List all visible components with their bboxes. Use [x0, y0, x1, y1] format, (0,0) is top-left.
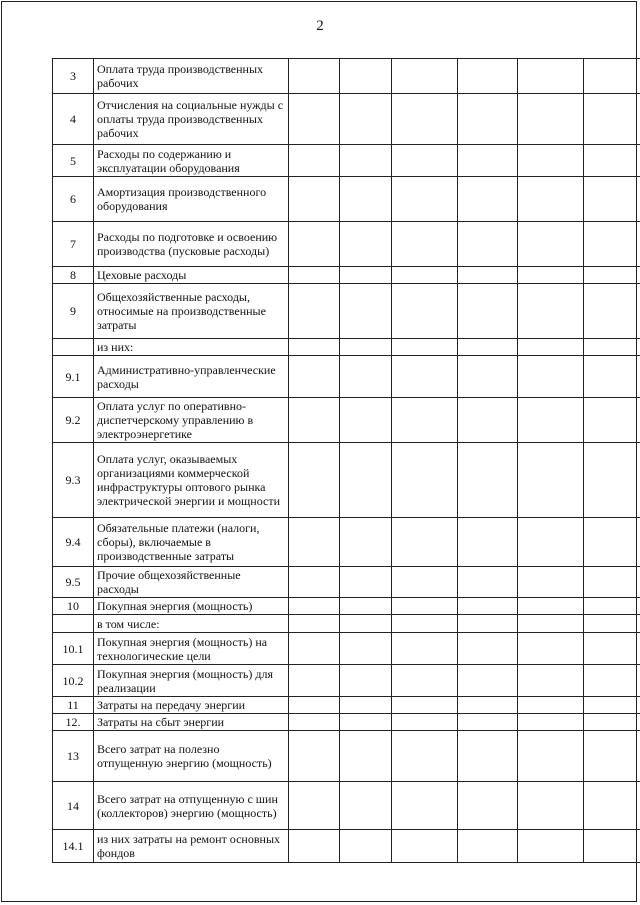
value-cell-empty: [289, 356, 340, 398]
row-number-cell: 7: [53, 222, 94, 267]
value-cell-empty: [392, 59, 458, 94]
value-cell-empty: [458, 615, 518, 633]
value-cell-empty: [584, 398, 640, 443]
table-row: [53, 567, 640, 598]
value-cell-empty: [392, 177, 458, 222]
value-cell-empty: [518, 59, 584, 94]
value-cell-empty: [458, 443, 518, 518]
value-cell-empty: [392, 94, 458, 145]
value-cell-empty: [458, 177, 518, 222]
value-cell-empty: [518, 633, 584, 665]
value-cell-empty: [458, 518, 518, 567]
value-cell-empty: [518, 145, 584, 177]
value-cell-empty: [518, 731, 584, 782]
table-row: [53, 398, 640, 443]
row-name-cell: Расходы по подготовке и освоению производства (пусковые расходы): [94, 222, 289, 267]
value-cell-empty: [458, 697, 518, 714]
row-number-cell: 9.3: [53, 443, 94, 518]
value-cell-empty: [584, 339, 640, 356]
value-cell-empty: [340, 443, 392, 518]
value-cell-empty: [289, 94, 340, 145]
value-cell-empty: [458, 731, 518, 782]
value-cell-empty: [289, 782, 340, 830]
value-cell-empty: [392, 830, 458, 863]
value-cell-empty: [458, 665, 518, 697]
value-cell-empty: [458, 598, 518, 615]
table-row: [53, 177, 640, 222]
value-cell-empty: [518, 222, 584, 267]
table-row: [53, 284, 640, 339]
value-cell-empty: [340, 830, 392, 863]
value-cell-empty: [289, 665, 340, 697]
value-cell-empty: [289, 615, 340, 633]
row-number-cell: 13: [53, 731, 94, 782]
value-cell-empty: [340, 398, 392, 443]
value-cell-empty: [458, 284, 518, 339]
value-cell-empty: [458, 567, 518, 598]
value-cell-empty: [392, 633, 458, 665]
row-name-cell: Расходы по содержанию и эксплуатации оборудования: [94, 145, 289, 177]
table-row: [53, 830, 640, 863]
value-cell-empty: [340, 518, 392, 567]
row-name-cell: Цеховые расходы: [94, 267, 289, 284]
value-cell-empty: [340, 222, 392, 267]
value-cell-empty: [289, 567, 340, 598]
row-number-cell: 14.1: [53, 830, 94, 863]
value-cell-empty: [518, 518, 584, 567]
value-cell-empty: [289, 145, 340, 177]
value-cell-empty: [584, 222, 640, 267]
table-row: [53, 339, 640, 356]
value-cell-empty: [340, 633, 392, 665]
value-cell-empty: [392, 615, 458, 633]
value-cell-empty: [340, 284, 392, 339]
value-cell-empty: [518, 665, 584, 697]
row-number-cell: 14: [53, 782, 94, 830]
row-name-cell: Затраты на сбыт энергии: [94, 714, 289, 731]
value-cell-empty: [392, 598, 458, 615]
value-cell-empty: [584, 356, 640, 398]
row-number-cell: 5: [53, 145, 94, 177]
value-cell-empty: [340, 145, 392, 177]
row-name-cell: Административно-управленческие расходы: [94, 356, 289, 398]
row-number-cell: 4: [53, 94, 94, 145]
value-cell-empty: [584, 782, 640, 830]
row-number-cell: 9.5: [53, 567, 94, 598]
value-cell-empty: [392, 731, 458, 782]
value-cell-empty: [518, 267, 584, 284]
value-cell-empty: [289, 222, 340, 267]
row-number-cell: 9.2: [53, 398, 94, 443]
row-number-cell: 8: [53, 267, 94, 284]
value-cell-empty: [458, 94, 518, 145]
table-row: [53, 145, 640, 177]
value-cell-empty: [584, 665, 640, 697]
value-cell-empty: [289, 59, 340, 94]
value-cell-empty: [340, 615, 392, 633]
value-cell-empty: [392, 697, 458, 714]
table-row: [53, 59, 640, 94]
value-cell-empty: [392, 567, 458, 598]
row-name-cell: из них:: [94, 339, 289, 356]
table-row: [53, 94, 640, 145]
value-cell-empty: [392, 443, 458, 518]
table-row: [53, 267, 640, 284]
value-cell-empty: [289, 731, 340, 782]
value-cell-empty: [584, 615, 640, 633]
value-cell-empty: [392, 518, 458, 567]
value-cell-empty: [584, 443, 640, 518]
value-cell-empty: [458, 356, 518, 398]
row-name-cell: Покупная энергия (мощность) для реализации: [94, 665, 289, 697]
value-cell-empty: [289, 339, 340, 356]
table-row: [53, 633, 640, 665]
value-cell-empty: [584, 94, 640, 145]
row-name-cell: Обязательные платежи (налоги, сборы), включаемые в производственные затраты: [94, 518, 289, 567]
value-cell-empty: [518, 177, 584, 222]
value-cell-empty: [584, 567, 640, 598]
value-cell-empty: [340, 59, 392, 94]
table-row: [53, 356, 640, 398]
row-name-cell: Оплата услуг, оказываемых организациями коммерческой инфраструктуры оптового рынка электрической энергии и мощности: [94, 443, 289, 518]
row-number-cell: 9.1: [53, 356, 94, 398]
row-number-cell: [53, 615, 94, 633]
value-cell-empty: [289, 633, 340, 665]
row-number-cell: 10: [53, 598, 94, 615]
row-name-cell: Покупная энергия (мощность) на технологические цели: [94, 633, 289, 665]
value-cell-empty: [584, 284, 640, 339]
value-cell-empty: [518, 598, 584, 615]
row-name-cell: Затраты на передачу энергии: [94, 697, 289, 714]
value-cell-empty: [518, 284, 584, 339]
value-cell-empty: [392, 665, 458, 697]
value-cell-empty: [340, 598, 392, 615]
value-cell-empty: [340, 697, 392, 714]
table-row: [53, 598, 640, 615]
row-name-cell: Покупная энергия (мощность): [94, 598, 289, 615]
row-name-cell: Отчисления на социальные нужды с оплаты труда производственных рабочих: [94, 94, 289, 145]
row-name-cell: Всего затрат на отпущенную с шин (коллекторов) энергию (мощность): [94, 782, 289, 830]
value-cell-empty: [392, 356, 458, 398]
row-number-cell: 6: [53, 177, 94, 222]
table-row: [53, 731, 640, 782]
value-cell-empty: [584, 697, 640, 714]
value-cell-empty: [392, 782, 458, 830]
row-name-cell: Амортизация производственного оборудования: [94, 177, 289, 222]
value-cell-empty: [392, 284, 458, 339]
value-cell-empty: [458, 59, 518, 94]
value-cell-empty: [340, 567, 392, 598]
table-row: [53, 782, 640, 830]
row-name-cell: из них затраты на ремонт основных фондов: [94, 830, 289, 863]
value-cell-empty: [340, 731, 392, 782]
row-name-cell: Прочие общехозяйственные расходы: [94, 567, 289, 598]
cost-table-body: [53, 59, 640, 863]
value-cell-empty: [392, 339, 458, 356]
value-cell-empty: [340, 267, 392, 284]
value-cell-empty: [458, 145, 518, 177]
value-cell-empty: [584, 177, 640, 222]
cost-table: [52, 58, 640, 863]
row-number-cell: 10.2: [53, 665, 94, 697]
value-cell-empty: [518, 782, 584, 830]
value-cell-empty: [584, 598, 640, 615]
value-cell-empty: [518, 714, 584, 731]
value-cell-empty: [289, 518, 340, 567]
value-cell-empty: [392, 714, 458, 731]
value-cell-empty: [392, 267, 458, 284]
row-name-cell: Всего затрат на полезно отпущенную энергию (мощность): [94, 731, 289, 782]
value-cell-empty: [289, 714, 340, 731]
value-cell-empty: [392, 222, 458, 267]
value-cell-empty: [458, 339, 518, 356]
value-cell-empty: [518, 356, 584, 398]
value-cell-empty: [518, 567, 584, 598]
value-cell-empty: [392, 398, 458, 443]
value-cell-empty: [458, 830, 518, 863]
value-cell-empty: [584, 59, 640, 94]
value-cell-empty: [289, 284, 340, 339]
table-row: [53, 518, 640, 567]
value-cell-empty: [340, 356, 392, 398]
table-row: [53, 222, 640, 267]
page-number: 2: [316, 18, 324, 34]
value-cell-empty: [340, 339, 392, 356]
value-cell-empty: [340, 782, 392, 830]
value-cell-empty: [289, 598, 340, 615]
row-number-cell: [53, 339, 94, 356]
row-number-cell: 12.: [53, 714, 94, 731]
row-number-cell: 11: [53, 697, 94, 714]
value-cell-empty: [458, 782, 518, 830]
table-row: [53, 615, 640, 633]
value-cell-empty: [518, 697, 584, 714]
value-cell-empty: [518, 398, 584, 443]
value-cell-empty: [458, 714, 518, 731]
value-cell-empty: [289, 177, 340, 222]
row-number-cell: 9: [53, 284, 94, 339]
value-cell-empty: [340, 665, 392, 697]
table-row: [53, 443, 640, 518]
table-row: [53, 697, 640, 714]
value-cell-empty: [289, 443, 340, 518]
value-cell-empty: [458, 222, 518, 267]
value-cell-empty: [289, 697, 340, 714]
value-cell-empty: [458, 398, 518, 443]
value-cell-empty: [518, 443, 584, 518]
value-cell-empty: [584, 267, 640, 284]
value-cell-empty: [458, 267, 518, 284]
value-cell-empty: [340, 94, 392, 145]
value-cell-empty: [518, 339, 584, 356]
value-cell-empty: [392, 145, 458, 177]
value-cell-empty: [518, 830, 584, 863]
table-row: [53, 714, 640, 731]
value-cell-empty: [518, 94, 584, 145]
row-name-cell: в том числе:: [94, 615, 289, 633]
value-cell-empty: [340, 177, 392, 222]
value-cell-empty: [584, 731, 640, 782]
row-name-cell: Оплата труда производственных рабочих: [94, 59, 289, 94]
row-number-cell: 9.4: [53, 518, 94, 567]
row-number-cell: 3: [53, 59, 94, 94]
row-name-cell: Общехозяйственные расходы, относимые на производственные затраты: [94, 284, 289, 339]
value-cell-empty: [518, 615, 584, 633]
value-cell-empty: [289, 267, 340, 284]
value-cell-empty: [289, 830, 340, 863]
row-number-cell: 10.1: [53, 633, 94, 665]
value-cell-empty: [584, 145, 640, 177]
value-cell-empty: [340, 714, 392, 731]
value-cell-empty: [584, 830, 640, 863]
value-cell-empty: [584, 633, 640, 665]
value-cell-empty: [584, 714, 640, 731]
value-cell-empty: [289, 398, 340, 443]
row-name-cell: Оплата услуг по оперативно-диспетчерскому управлению в электроэнергетике: [94, 398, 289, 443]
value-cell-empty: [458, 633, 518, 665]
value-cell-empty: [584, 518, 640, 567]
table-row: [53, 665, 640, 697]
